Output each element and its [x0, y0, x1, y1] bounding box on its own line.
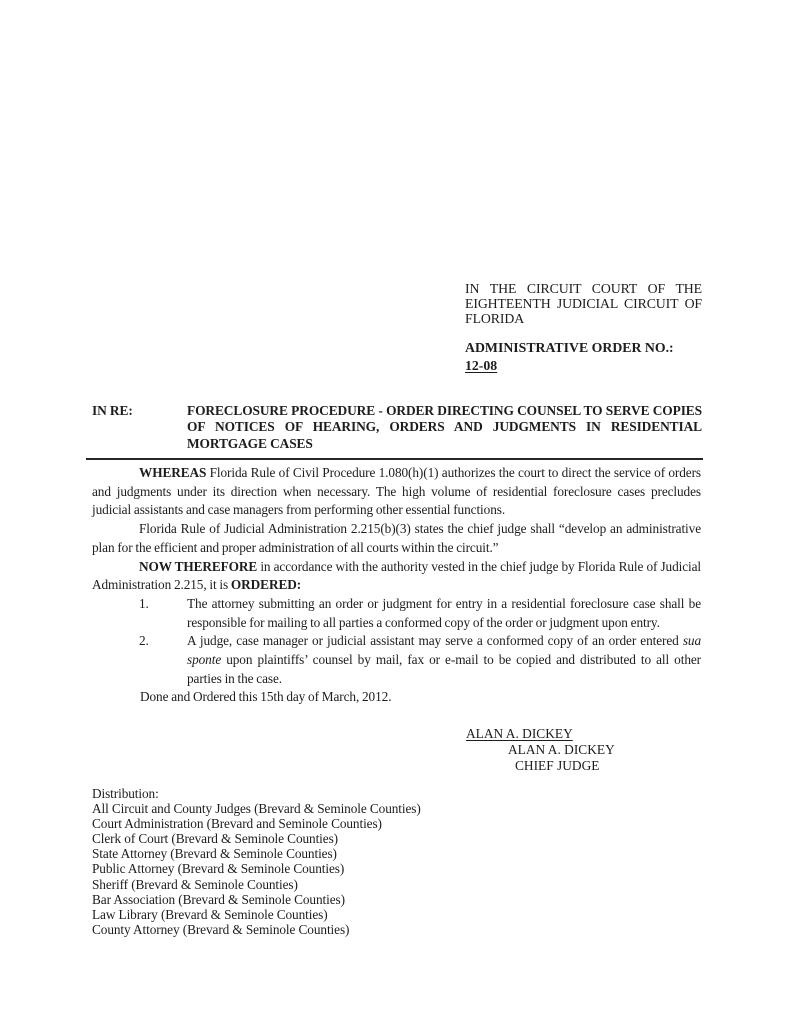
in-re-subject-line: MORTGAGE CASES — [187, 435, 313, 451]
distribution-recipient: Sheriff (Brevard & Seminole Counties) — [92, 876, 298, 892]
order-body — [92, 464, 701, 707]
court-caption — [465, 281, 702, 327]
admin-order-number: 12-08 — [465, 358, 498, 374]
body-text: A judge, case manager or judicial assistant may serve a conformed copy of an order entered — [187, 633, 683, 649]
signature-line — [466, 726, 615, 742]
admin-order-label: ADMINISTRATIVE ORDER NO.: — [465, 340, 674, 355]
latin-phrase: sua — [682, 633, 701, 649]
body-text: Florida Rule of Civil Procedure 1.080(h)(1) authorizes the court to direct the service of orders — [206, 465, 701, 480]
done-ordered-line: Done and Ordered this 15th day of March, 2012. — [140, 689, 392, 705]
ordered-item-1-line — [92, 595, 701, 614]
ordered-keyword: ORDERED: — [230, 577, 302, 593]
now-therefore-keyword: NOW THEREFORE — [139, 558, 258, 574]
latin-phrase: sponte — [187, 652, 222, 668]
ordered-item-2-line — [92, 651, 701, 670]
signed-name: ALAN A. DICKEY — [466, 726, 573, 741]
distribution-recipient: Bar Association (Brevard & Seminole Counties) — [92, 891, 345, 907]
paragraph-rule-line: plan for the efficient and proper administration of all courts within the circuit.” — [92, 539, 499, 555]
item-number: 2. — [139, 633, 149, 649]
distribution-recipient: All Circuit and County Judges (Brevard & Seminole Counties) — [92, 801, 421, 817]
distribution-recipient: Clerk of Court (Brevard & Seminole Counties) — [92, 831, 338, 847]
admin-order-number-line — [465, 358, 702, 373]
horizontal-rule — [86, 458, 703, 460]
body-text: upon plaintiffs’ counsel by mail, fax or e-mail to be copied and distributed to all other — [221, 652, 701, 668]
admin-order-block — [465, 340, 702, 373]
paragraph-therefore-line — [92, 576, 701, 595]
printed-name: ALAN A. DICKEY — [508, 742, 615, 758]
distribution-list — [92, 786, 421, 937]
court-caption-line: IN THE CIRCUIT COURT OF THE — [465, 281, 702, 296]
distribution-recipient: Public Attorney (Brevard & Seminole Counties) — [92, 861, 345, 877]
distribution-recipient: Court Administration (Brevard and Seminole Counties) — [92, 816, 382, 832]
distribution-title: Distribution: — [92, 786, 159, 801]
item-number: 1. — [139, 595, 149, 611]
in-re-subject — [187, 403, 702, 452]
paragraph-whereas-line: judicial assistants and case managers from performing other essential functions. — [92, 502, 506, 518]
in-re-subject-line: FORECLOSURE PROCEDURE - ORDER DIRECTING COUNSEL TO SERVE COPIES — [187, 403, 702, 418]
in-re-label: IN RE: — [92, 403, 133, 418]
body-text: in accordance with the authority vested in the chief judge by Florida Rule of Judicial — [257, 558, 702, 574]
ordered-item-2-line — [92, 632, 701, 651]
court-caption-line: FLORIDA — [465, 311, 525, 327]
court-caption-line: EIGHTEENTH JUDICIAL CIRCUIT OF — [465, 296, 702, 312]
signer-title: CHIEF JUDGE — [515, 758, 600, 774]
whereas-keyword: WHEREAS — [139, 465, 207, 480]
in-re-block — [92, 403, 702, 452]
in-re-subject-line: OF NOTICES OF HEARING, ORDERS AND JUDGMENTS IN RESIDENTIAL — [187, 419, 702, 435]
paragraph-whereas-line: and judgments under its direction when necessary. The high volume of residential foreclosure cases precludes — [92, 483, 701, 499]
distribution-recipient: County Attorney (Brevard & Seminole Counties) — [92, 921, 350, 937]
distribution-recipient: State Attorney (Brevard & Seminole Counties) — [92, 846, 337, 862]
distribution-recipient: Law Library (Brevard & Seminole Counties) — [92, 906, 328, 922]
paragraph-therefore-line — [92, 558, 701, 577]
body-text: The attorney submitting an order or judgment for entry in a residential foreclosure case shall be — [187, 595, 701, 611]
paragraph-whereas-line — [92, 464, 701, 483]
paragraph-rule-line: Florida Rule of Judicial Administration 2.215(b)(3) states the chief judge shall “develop an administrative — [139, 521, 701, 537]
ordered-item-2-line: parties in the case. — [187, 670, 283, 686]
body-text: Administration 2.215, it is — [92, 577, 231, 593]
ordered-item-1-line: responsible for mailing to all parties a conformed copy of the order or judgment upon entry. — [187, 614, 660, 630]
signature-block — [466, 726, 615, 775]
